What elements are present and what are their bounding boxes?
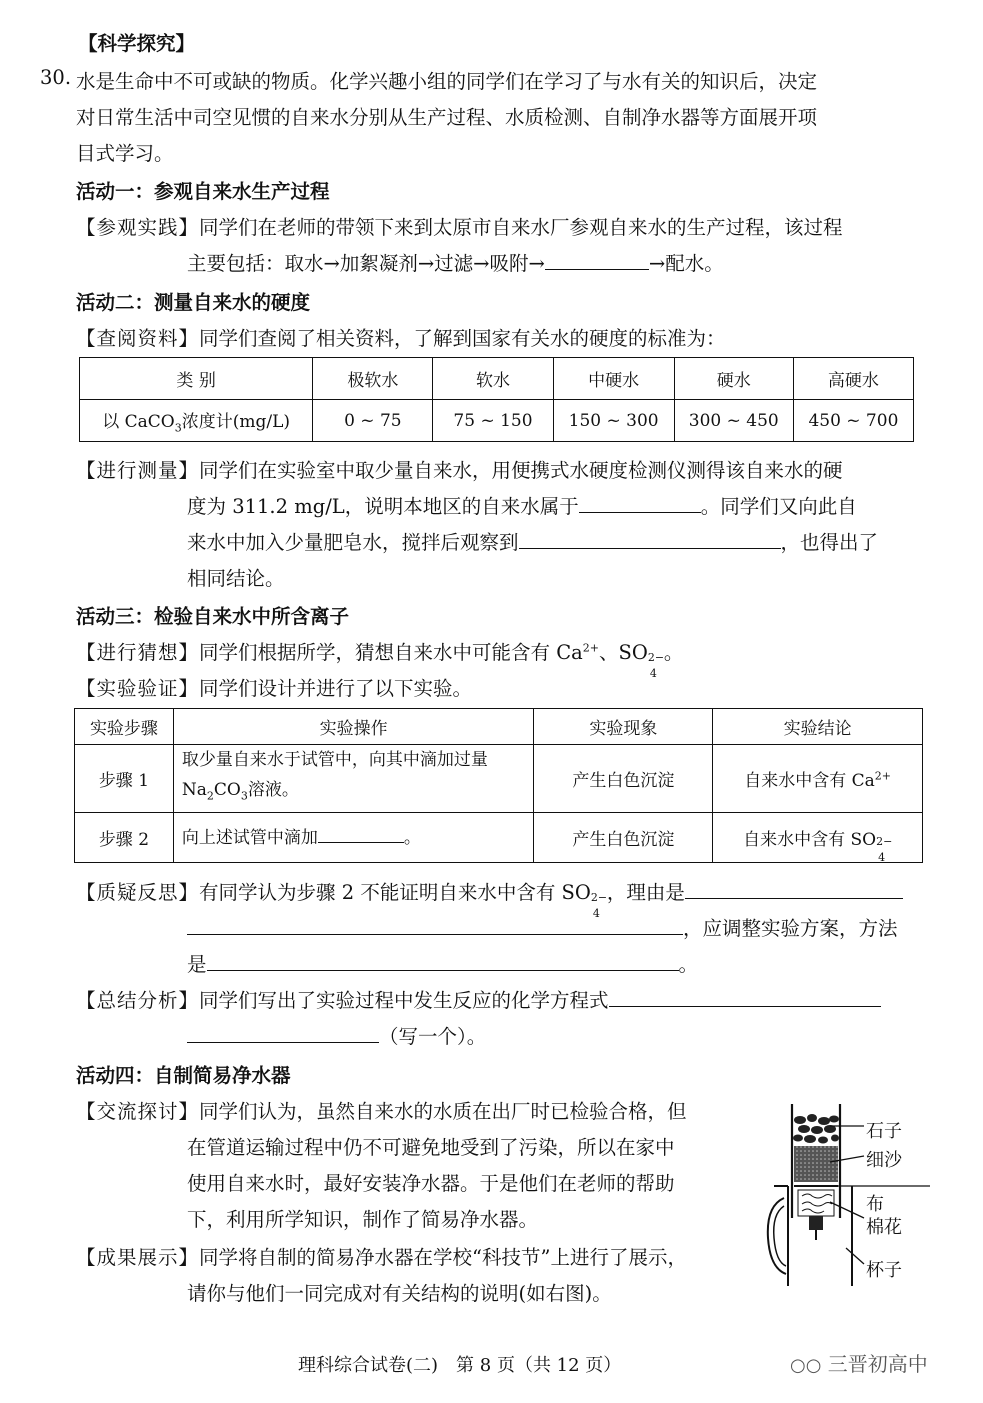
answer-blank[interactable] bbox=[579, 494, 701, 513]
figure-label-sand: 细沙 bbox=[866, 1150, 902, 1171]
water-filter-figure bbox=[760, 1098, 940, 1288]
table-cell: 75 ~ 150 bbox=[433, 400, 553, 442]
table-row-label: 以 CaCO$_3$浓度计(mg/L) bbox=[80, 400, 313, 442]
answer-blank[interactable] bbox=[545, 251, 649, 270]
measure-line: 度为 311.2 mg/L，说明本地区的自来水属于 bbox=[187, 495, 579, 518]
table-header: 实验现象 bbox=[534, 709, 713, 745]
reflect-line: ，应调整实验方案，方法 bbox=[683, 917, 898, 940]
operation-cell: 取少量自来水于试管中，向其中滴加过量 $Na_2CO_3$溶液。 bbox=[173, 745, 534, 813]
reflect-line: 是 bbox=[187, 953, 207, 976]
table-header: 软水 bbox=[433, 358, 553, 400]
question-number: 30. bbox=[40, 66, 72, 89]
measure-line: 。同学们又向此自 bbox=[700, 495, 857, 518]
answer-blank[interactable] bbox=[318, 828, 404, 843]
reflect-line: 有同学认为步骤 2 不能证明自来水中含有 SO bbox=[199, 881, 591, 904]
tag-summary: 【总结分析】 bbox=[76, 989, 200, 1012]
answer-blank[interactable] bbox=[609, 988, 881, 1007]
page-footer: 理科综合试卷(二) 第 8 页（共 12 页） bbox=[298, 1355, 622, 1376]
tag-measure: 【进行测量】 bbox=[76, 459, 200, 482]
figure-label-cup: 杯子 bbox=[866, 1260, 902, 1281]
verify-line: 同学们设计并进行了以下实验。 bbox=[199, 677, 473, 700]
tag-guess: 【进行猜想】 bbox=[76, 641, 200, 664]
step-label: 步骤 2 bbox=[75, 813, 174, 863]
phenomenon-cell: 产生白色沉淀 bbox=[534, 813, 713, 863]
activity1-process: 主要包括：取水→加絮凝剂→过滤→吸附→ bbox=[187, 252, 545, 275]
table-header: 中硬水 bbox=[553, 358, 674, 400]
stone-layer bbox=[793, 1114, 839, 1144]
table-header: 实验结论 bbox=[713, 709, 923, 745]
tag-result: 【成果展示】 bbox=[76, 1246, 200, 1269]
tag-visit: 【参观实践】 bbox=[76, 216, 200, 239]
answer-blank[interactable] bbox=[685, 880, 903, 899]
measure-line: 同学们在实验室中取少量自来水，用便携式水硬度检测仪测得该自来水的硬 bbox=[199, 459, 843, 482]
conclusion-cell: 自来水中含有 SO 2− 4 bbox=[713, 813, 923, 863]
figure-label-cotton: 棉花 bbox=[866, 1217, 902, 1238]
activity1-end: →配水。 bbox=[648, 252, 724, 275]
figure-label-cloth: 布 bbox=[866, 1194, 884, 1215]
tag-reflect: 【质疑反思】 bbox=[76, 881, 200, 904]
summary-line: 同学们写出了实验过程中发生反应的化学方程式 bbox=[199, 989, 609, 1012]
section-header: 【科学探究】 bbox=[78, 32, 196, 55]
table-cell: 450 ~ 700 bbox=[793, 400, 913, 442]
tag-research: 【查阅资料】 bbox=[76, 327, 200, 350]
tag-verify: 【实验验证】 bbox=[76, 677, 200, 700]
hardness-table bbox=[79, 357, 914, 442]
table-header: 实验步骤 bbox=[75, 709, 174, 745]
conclusion-cell: 自来水中含有 $Ca^{2+}$ bbox=[713, 745, 923, 813]
discuss-line: 在管道运输过程中仍不可避免地受到了污染，所以在家中 bbox=[187, 1136, 675, 1159]
intro-line: 水是生命中不可或缺的物质。化学兴趣小组的同学们在学习了与水有关的知识后，决定 bbox=[76, 70, 818, 93]
summary-line: （写一个）。 bbox=[379, 1025, 487, 1048]
discuss-line: 同学们认为，虽然自来水的水质在出厂时已检验合格，但 bbox=[199, 1100, 687, 1123]
intro-line: 对日常生活中司空见惯的自来水分别从生产过程、水质检测、自制净水器等方面展开项 bbox=[76, 106, 818, 129]
result-line: 请你与他们一同完成对有关结构的说明(如右图)。 bbox=[187, 1282, 612, 1305]
discuss-line: 使用自来水时，最好安装净水器。于是他们在老师的帮助 bbox=[187, 1172, 675, 1195]
activity2-title: 活动二：测量自来水的硬度 bbox=[76, 291, 311, 314]
answer-blank[interactable] bbox=[187, 1024, 379, 1043]
activity1-line: 同学们在老师的带领下来到太原市自来水厂参观自来水的生产过程，该过程 bbox=[199, 216, 843, 239]
table-header: 硬水 bbox=[674, 358, 793, 400]
measure-line: ，也得出了 bbox=[780, 531, 879, 554]
research-line: 同学们查阅了相关资料，了解到国家有关水的硬度的标准为： bbox=[199, 327, 726, 350]
answer-blank[interactable] bbox=[519, 530, 781, 549]
answer-blank[interactable] bbox=[187, 916, 683, 935]
table-cell: 300 ~ 450 bbox=[674, 400, 793, 442]
result-line: 同学将自制的简易净水器在学校“科技节”上进行了展示， bbox=[199, 1246, 687, 1269]
wechat-icon: ○○ bbox=[790, 1355, 822, 1376]
watermark: ○○ 三晋初高中 bbox=[790, 1352, 928, 1376]
activity4-title: 活动四：自制简易净水器 bbox=[76, 1064, 291, 1087]
step-label: 步骤 1 bbox=[75, 745, 174, 813]
experiment-table bbox=[74, 708, 923, 863]
guess-line: 同学们根据所学，猜想自来水中可能含有 Ca bbox=[199, 641, 583, 664]
activity1-title: 活动一：参观自来水生产过程 bbox=[76, 180, 330, 203]
measure-line: 来水中加入少量肥皂水，搅拌后观察到 bbox=[187, 531, 519, 554]
figure-label-stones: 石子 bbox=[866, 1121, 902, 1142]
discuss-line: 下，利用所学知识，制作了简易净水器。 bbox=[187, 1208, 539, 1231]
operation-cell: 向上述试管中滴加 。 bbox=[173, 813, 534, 863]
table-header: 高硬水 bbox=[793, 358, 913, 400]
table-cell: 0 ~ 75 bbox=[313, 400, 433, 442]
phenomenon-cell: 产生白色沉淀 bbox=[534, 745, 713, 813]
table-header: 实验操作 bbox=[173, 709, 534, 745]
table-cell: 150 ~ 300 bbox=[553, 400, 674, 442]
tag-discuss: 【交流探讨】 bbox=[76, 1100, 200, 1123]
answer-blank[interactable] bbox=[207, 952, 679, 971]
table-header: 极软水 bbox=[313, 358, 433, 400]
activity3-title: 活动三：检验自来水中所含离子 bbox=[76, 605, 350, 628]
table-header: 类 别 bbox=[80, 358, 313, 400]
measure-line: 相同结论。 bbox=[187, 567, 285, 590]
intro-line: 目式学习。 bbox=[76, 142, 174, 165]
